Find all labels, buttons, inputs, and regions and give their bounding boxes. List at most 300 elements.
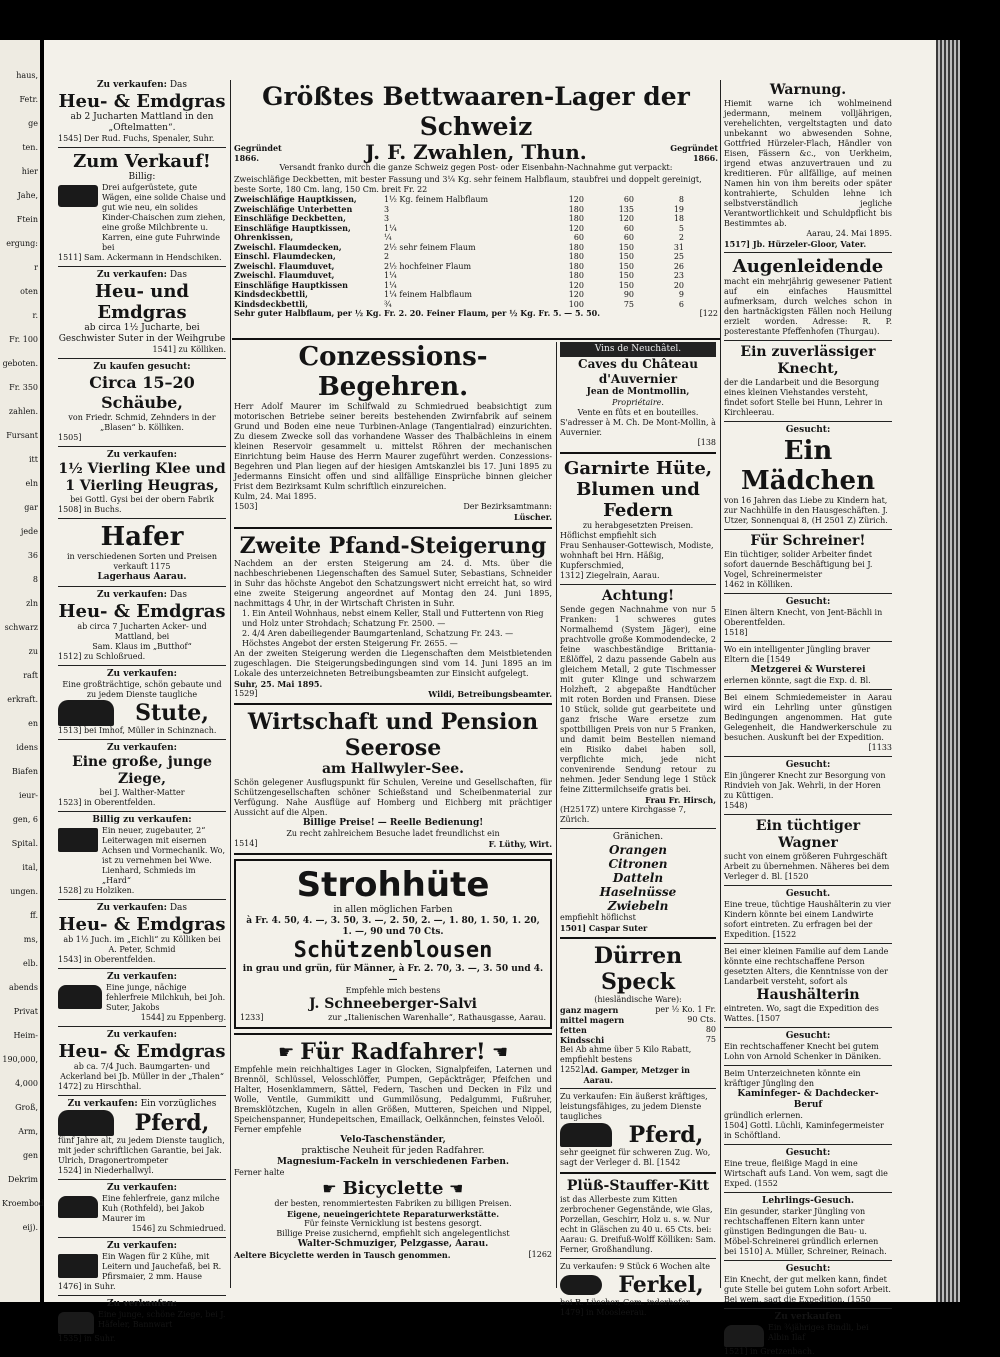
ad-signature: Frau Fr. Hirsch,	[645, 795, 716, 805]
ad-label: Gesucht:	[785, 425, 831, 435]
ad-title: Heu- & Emdgras	[58, 1041, 226, 1062]
ad-date: Suhr, 25. Mai 1895.	[234, 679, 323, 689]
left-strip-line: gen, 6	[12, 815, 38, 824]
ad-title: Hafer	[100, 522, 184, 552]
left-strip-line: ge	[28, 119, 38, 128]
ad-body: eintreten. Wo, sagt die Expedition des Wattes. [1507	[724, 1004, 879, 1023]
ad-number: 1479] in Moosleerau.	[560, 1308, 647, 1317]
left-strip-line: Fursant	[6, 431, 38, 440]
ad-title: Garnirte Hüte, Blumen und Federn	[563, 458, 713, 521]
price-cell: 150	[618, 242, 634, 252]
ad-body: der besten, renommiertesten Fabriken zu billigen Preisen.	[274, 1199, 512, 1208]
ad-footer: Sehr guter Halbflaum, per ½ Kg. Fr. 2. 20. Feiner Flaum, per ½ Kg. Fr. 5. — 5. 50.	[234, 308, 600, 318]
horse-icon	[58, 700, 114, 726]
fruit-item: Orangen	[608, 843, 668, 857]
ad-body: gründlich erlernen.	[724, 1111, 803, 1120]
ad-body: Ein gesunder, starker Jüngling von rechtschaffenen Eltern kann unter günstigen Bedingungen die Bau- u. Möbel-Schreinerei gründlich erlernen bei 1510] A. Müller, Schreiner, Reinach.	[724, 1207, 887, 1256]
left-strip-line: ms,	[23, 935, 38, 944]
speck-row	[560, 1035, 716, 1045]
ad-signature: Wildi, Betreibungsbeamter.	[428, 689, 552, 699]
ad-signature: 1541] zu Kölliken.	[152, 345, 226, 354]
price-cell: 60	[623, 223, 634, 233]
left-strip-line: 4,000	[15, 1079, 38, 1088]
ad-signature: 1312] Ziegelrain, Aarau.	[560, 571, 660, 580]
price-cell: 8	[678, 195, 684, 204]
left-strip-line: Ftein	[16, 215, 38, 224]
left-strip-line: haus,	[16, 71, 38, 80]
price-cell: 1¼ feinem Halbflaum	[384, 290, 472, 299]
ad-label: Zu verkaufen:	[106, 450, 178, 460]
horse-icon	[560, 1123, 612, 1147]
ad-label: Zu verkaufen: Das	[96, 80, 188, 90]
left-strip-line: en	[28, 719, 38, 728]
ad-body: Ein Knecht, der gut melken kann, findet gute Stelle bei gutem Lohn sofort Arbeit. Bei wem, sagt die Expedition. (1550	[724, 1275, 891, 1304]
ad-title: Warnung.	[769, 82, 847, 98]
ad-title: Stute,	[135, 700, 209, 726]
ad-body: Vente en fûts et en bouteilles.	[577, 408, 699, 417]
price-cell: 180	[568, 242, 584, 252]
ad-body: der die Landarbeit und die Besorgung eines kleinen Viehstandes versteht, findet sofort Stelle bei Hunn, Lehrer in Kirchleerau.	[724, 378, 883, 417]
ad-title: Kaminfeger- & Dachdecker-Beruf	[737, 1089, 879, 1110]
ad-body: Ein neuer, zugebauter, 2“ Leiterwagen mit eisernen Achsen und Vormechanik. Wo, ist zu vernehmen bei Wwe. Lienhard, Schmieds im „Hard“	[102, 826, 226, 885]
price-cell: 60	[573, 233, 584, 242]
price-cell: ¼	[384, 233, 392, 242]
ad-title: 1½ Vierling Klee und 1 Vierling Heugras,	[58, 461, 226, 494]
ad-product: Magnesium-Fackeln in verschiedenen Farben.	[276, 1157, 510, 1167]
price-cell: 120	[568, 280, 584, 290]
fruit-item: Haselnüsse	[599, 885, 677, 899]
ad-signature: 1476] in Suhr.	[58, 1282, 116, 1291]
ad-body: ab circa 7 Jucharten Acker- und Mattland, bei	[77, 622, 207, 641]
ad-label: Billig zu verkaufen:	[92, 815, 192, 825]
price-cell: Zweischl. Flaumduvet,	[234, 270, 335, 280]
ad-signature: 1504] Gottl. Lüchli, Kaminfegermeister in Schöftland.	[724, 1121, 884, 1140]
price-cell: 120	[568, 290, 584, 299]
ad-number: 1518]	[724, 628, 748, 637]
ad-body: Ein jüngerer Knecht zur Besorgung von Rindvieh von Jak. Wehrli, in der Horen zu Küttigen.	[724, 771, 886, 800]
price-cell: 180	[568, 204, 584, 214]
ad-title: Größtes Bettwaaren-Lager der Schweiz	[262, 82, 690, 141]
left-strip-line: elb.	[23, 959, 38, 968]
fruit-item: Citronen	[608, 857, 668, 871]
ad-signature: 1512] zu Schloßrued.	[58, 652, 146, 661]
price-cell: 3	[384, 204, 390, 214]
pointing-hand-icon: ☛	[491, 1041, 508, 1063]
speck-cell: mittel magern	[560, 1015, 625, 1025]
ad-body: Empfehle mein reichhaltiges Lager in Glocken, Signalpfeifen, Laternen und Brennöl, Schlüssel, Velosschlöffer, Pumpen, Gepäckträger, Pfeifchen und Halter, Hosenklammern, Sättel, Federn, Taschen und Decken in Filz und Wolle, Ventile, Gummikitt und Gummilösung, Pedalgummi, Fußruher, Bremsklötzchen, Kugeln in allen Größen, Mutteren, Speichen und Nippel, Speichenspanner, Hundepeitschen, Emaillack, Oelkännchen, feinstes Veloöl.	[234, 1065, 552, 1124]
ad-label: Gesucht:	[785, 597, 831, 607]
ad-label: Gesucht.	[785, 889, 831, 899]
ad-body: Wo ein intelligenter Jüngling braver Eltern die [1549	[724, 645, 871, 664]
speck-cell: 80	[705, 1025, 716, 1034]
ad-item: 2. 4/4 Aren dabeiliegender Baumgartenland, Schatzung Fr. 243. — Höchstes Angebot der ersten Steigerung Fr. 2655. —	[242, 629, 514, 648]
column-2	[234, 342, 552, 1260]
ad-signature: 1513] bei Imhof, Müller in Schinznach.	[58, 726, 217, 735]
ad-body: Eine großträchtige, schön gebaute und zu jedem Dienste taugliche	[62, 680, 222, 699]
price-cell: 5	[678, 223, 684, 233]
ad-title: Heu- & Emdgras	[58, 914, 226, 935]
ad-body: macht ein mehrjährig gewesener Patient auf ein einfaches Hausmittel aufmerksam, durch welches schon in den hartnäckigsten Fällen noch Heilung erzielt worden. Adresse: R. P. posterestante Pfeffenhofen (Thurgau).	[724, 277, 892, 336]
ad-label: Zu verkaufen: Das	[96, 903, 188, 913]
ad-label: Gesucht:	[785, 1264, 831, 1274]
column-1	[58, 80, 226, 1344]
speck-cell: per ½ Ko. 1 Fr.	[655, 1005, 716, 1014]
pointing-hand-icon: ☛	[449, 1179, 464, 1198]
ad-label: Gesucht:	[785, 760, 831, 770]
price-cell: 150	[618, 252, 634, 261]
ad-body: Frau Senhauser-Gottewisch, Modiste, wohnhaft bei Hrn. Häßig, Kupferschmied,	[560, 541, 714, 570]
left-strip-line: schwarz	[4, 623, 38, 632]
ad-body: Ein ¾jähriges Rindli, bei Albin Ilaf	[768, 1323, 869, 1342]
firm-name: J. F. Zwahlen, Thun.	[365, 140, 587, 164]
price-cell: 180	[568, 214, 584, 223]
ad-item: 1. Ein Anteil Wohnhaus, nebst einem Keller, Stall und Futtertenn von Rieg und Holz unter Strohdach; Schatzung Fr. 2500. —	[242, 609, 544, 628]
price-cell: 9	[678, 290, 684, 299]
price-cell: 23	[673, 271, 684, 280]
left-strip-line: Spital.	[11, 839, 38, 848]
ad-number: 1521] in Gretzenbach.	[724, 1347, 815, 1356]
ad-signature: 1523] in Oberentfelden.	[58, 798, 156, 807]
price-row	[234, 224, 718, 234]
ad-title: Augenleidende	[732, 256, 884, 277]
ad-signature: 1535] in Suhr.	[58, 1334, 116, 1343]
ad-date: Aarau, 24. Mai 1895.	[806, 229, 892, 238]
price-cell: 19	[673, 204, 684, 214]
ad-body: Eine treue, fleißige Magd in eine Wirtschaft aufs Land. Von wem, sagt die Exped. (1552	[724, 1159, 888, 1188]
ad-label: Zu verkaufen: Das	[96, 270, 188, 280]
founded-right: Gegründet 1866.	[670, 142, 718, 163]
left-strip-line: gen	[22, 1151, 38, 1160]
ad-body: von 16 Jahren das Liebe zu Kindern hat, zur Nachhülfe in den Hausgeschäften. J. Utzer, Sonnenquai 8, (H 2501 Z) Zürich.	[724, 496, 888, 525]
ad-sub: in allen möglichen Farben	[333, 905, 453, 915]
ad-signature: Lagerhaus Aarau.	[97, 572, 187, 582]
left-strip-line: 36	[27, 551, 38, 560]
ad-label: Zu verkaufen:	[106, 1241, 178, 1251]
ad-number: 1252]	[560, 1065, 584, 1074]
ad-signature: F. Lüthy, Wirt.	[488, 839, 552, 849]
ad-subtitle: am Hallwyler-See.	[321, 761, 465, 777]
price-cell: 90	[623, 290, 634, 299]
ad-label: Zu verkaufen:	[106, 669, 178, 679]
left-strip-line: raft	[23, 671, 38, 680]
ad-body: ab circa 1½ Jucharte, bei Geschwister Suter in der Weihgrube	[58, 323, 226, 344]
left-strip-line: 8	[32, 575, 38, 584]
price-cell: 150	[618, 271, 634, 280]
ad-title: Ferkel,	[618, 1272, 704, 1298]
ad-body: sucht von einem größeren Fuhrgeschäft Arbeit zu übernehmen. Näheres bei dem Verleger d. Bl. [1520	[724, 852, 890, 881]
ad-label: Zu kaufen gesucht:	[93, 362, 191, 372]
ad-body: zu herabgesetzten Preisen.	[582, 521, 694, 530]
cow-icon	[58, 985, 102, 1009]
ad-body: Ein rechtschaffener Knecht bei gutem Lohn von Arnold Schenker in Däniken.	[724, 1042, 882, 1061]
ad-number: 1462 in Kölliken.	[724, 580, 793, 589]
ad-place: Gränichen.	[612, 832, 664, 842]
ad-product: praktische Neuheit für jeden Radfahrer.	[301, 1146, 485, 1156]
column-3	[560, 342, 716, 1318]
ad-body: Zu recht zahlreichem Besuche ladet freundlichst ein	[286, 829, 500, 838]
ad-body: Bei Ab ahme über 5 Kilo Rabatt, empfiehlt bestens	[560, 1045, 692, 1064]
left-strip-line: 190,000,	[2, 1055, 38, 1064]
ad-body: Bei einem Schmiedemeister in Aarau wird ein Lehrling unter günstigen Bedingungen angenommen. Hat gute Gelegenheit, die Handwerkerschule zu besuchen. Auskunft bei der Expedition.	[724, 693, 892, 742]
ad-title: Haushälterin	[756, 987, 860, 1003]
ad-signature: 1545] Der Rud. Fuchs, Spenaler, Suhr.	[58, 134, 215, 143]
ad-number: (H2517Z) untere Kirchgasse 7, Zürich.	[560, 805, 687, 824]
speck-row	[560, 1005, 716, 1015]
ad-signature: 1546] zu Schmiedrued.	[131, 1224, 226, 1233]
ad-title: Dürren Speck	[593, 943, 683, 995]
ad-number: 1503]	[234, 502, 258, 511]
left-strip-line: eij).	[22, 1223, 38, 1232]
carriage-icon	[58, 185, 98, 207]
left-strip-line: erkraft.	[7, 695, 38, 704]
price-cell: 75	[623, 299, 634, 309]
price-cell: 31	[673, 242, 684, 252]
column-4	[724, 82, 892, 1357]
left-strip-line: Fr. 350	[9, 383, 38, 392]
speck-row	[560, 1025, 716, 1035]
speck-price-list	[560, 1005, 716, 1045]
horse-icon	[58, 1110, 114, 1136]
left-strip-line: Fetr.	[19, 95, 38, 104]
ad-number: 1514]	[234, 839, 258, 848]
price-cell: 100	[568, 299, 584, 309]
price-cell: 25	[673, 252, 684, 261]
price-cell: 180	[568, 252, 584, 261]
ad-body: Für feinste Vernicklung ist bestens gesorgt.	[304, 1219, 482, 1228]
price-cell: 1½ Kg. feinem Halbflaum	[384, 195, 489, 204]
ad-title: Schützenblousen	[293, 938, 493, 963]
ad-body: erlernen könnte, sagt die Exp. d. Bl.	[724, 676, 871, 685]
ad-title: Ein Mädchen	[741, 436, 875, 496]
price-cell: 3	[384, 214, 390, 223]
ad-signature: 1472] zu Hirschthal.	[58, 1082, 142, 1091]
ad-body: Billige Preise zusichernd, empfiehlt sich angelegentlichst	[276, 1229, 510, 1238]
ad-number: [1133	[868, 743, 892, 752]
left-strip-line: geboten.	[2, 359, 38, 368]
ad-body: Zu verkaufen: 9 Stück 6 Wochen alte	[560, 1262, 711, 1271]
left-strip-line: Fr. 100	[9, 335, 38, 344]
price-cell: 150	[618, 261, 634, 271]
ad-title: Zum Verkauf!	[73, 151, 211, 172]
price-cell: Einschläfige Deckbetten,	[234, 213, 346, 223]
ad-signature: 1508] in Buchs.	[58, 505, 122, 514]
ad-body: Aarau: G. Dreifuß-Wolff Kölliken: Sam. Ferner, Großhandlung.	[560, 1235, 716, 1254]
price-cell: Ohrenkissen,	[234, 232, 294, 242]
speck-cell: fetten	[560, 1025, 587, 1035]
ad-signature: 1524] in Niederhallwyl.	[58, 1166, 154, 1175]
ad-body: Beim Unterzeichneten könnte ein kräftiger Jüngling den	[724, 1069, 861, 1088]
firm-name: J. Schneeberger-Salvi	[309, 996, 477, 1012]
straw-hat-ad	[234, 859, 552, 1029]
ad-body: ist das Allerbeste zum Kitten zerbrochener Gegenstände, wie Glas, Porzellan, Geschirr, Holz u. s. w. Nur echt in Gläschen zu 40 u. 65 Cts. bei:	[560, 1195, 713, 1234]
left-strip-line: Kroembod	[2, 1199, 44, 1208]
ad-signature: 1501] Caspar Suter	[560, 923, 648, 933]
ad-number: 1529]	[234, 689, 258, 698]
ad-label: Zu verkaufen:	[106, 1030, 178, 1040]
ad-signature: Sam. Klaus im „Butthof“	[92, 642, 192, 651]
ad-body: ab 2 Jucharten Mattland in den „Oftelmatten“.	[70, 112, 214, 133]
ad-body: fünf Jahre alt, zu jedem Dienste tauglich, mit jeder schriftlichen Garantie, bei Jak. Ulrich, Dragonertrompeter	[58, 1136, 225, 1165]
price-cell: Zweischl. Flaumdecken,	[234, 241, 342, 252]
left-strip-line: ieur-	[19, 791, 38, 800]
price-table	[234, 195, 718, 309]
pointing-hand-icon: ☛	[278, 1041, 295, 1063]
ad-body: Zu verkaufen: Ein äußerst kräftiges, leistungsfähiges, zu jedem Dienste taugliches	[560, 1092, 708, 1121]
ad-body: ab ca. 7/4 Juch. Baumgarten- und Ackerland bei Jb. Müller in der „Thalen“	[60, 1062, 224, 1081]
ad-title: Pferd,	[134, 1110, 210, 1136]
ad-label: Gesucht:	[785, 1148, 831, 1158]
price-cell: 6	[678, 299, 684, 309]
left-strip-line: ff.	[30, 911, 38, 920]
ad-footer: Aeltere Bicyclette werden in Tausch genommen.	[234, 1250, 451, 1260]
ad-title: Heu- und Emdgras	[94, 281, 190, 323]
ad-body: An der zweiten Steigerung werden die Liegenschaften dem Meistbietenden zugeschlagen. Die Steigerungsbedingungen sind vom 14. Juni 1895 an im Lokale des unterzeichneten Betreibungsbeamten zur Einsicht aufgelegt.	[234, 649, 552, 678]
ad-address: S'adresser à M. Ch. De Mont-Mollin, à Auvernier.	[560, 418, 716, 437]
ad-body: Einen ältern Knecht, von Jent-Bächli in Oberentfelden.	[724, 608, 883, 627]
left-strip-line: Jahe,	[17, 191, 38, 200]
ad-body: Höflichst empfiehlt sich	[560, 531, 657, 540]
left-strip-line: ital,	[22, 863, 38, 872]
ad-title: Circa 15–20 Schäube,	[89, 373, 195, 412]
left-page-strip	[0, 40, 44, 1302]
ad-sub: Billig:	[128, 172, 156, 182]
price-cell: ¾	[384, 299, 392, 309]
left-strip-line: ten.	[22, 143, 38, 152]
left-strip-line: hier	[21, 167, 38, 176]
ad-body: Nachdem an der ersten Steigerung am 24. d. Mts. über die nachbeschriebenen Liegenschaften des Samuel Suter, Sebastians, Schneider in Suhr das höchste Angebot den Schatzungswert nicht erreicht hat, so wird eine zweite Steigerung angeordnet auf Montag den 24. Juni 1895, nachmittags 4 Uhr, in der Wirtschaft Christen in Suhr.	[234, 559, 552, 608]
ad-number: 1233]	[240, 1013, 264, 1022]
ad-label: Zu verkaufen	[774, 1312, 842, 1322]
price-cell: 120	[568, 195, 584, 204]
ad-title: Vins de Neuchâtel.	[594, 344, 682, 354]
ad-body: Eigene, neueingerichtete Reparaturwerkstätte.	[287, 1209, 499, 1219]
ad-signature: 1511] Sam. Ackermann in Hendschiken.	[58, 253, 222, 262]
price-cell: 60	[623, 233, 634, 242]
goat-icon	[58, 1312, 94, 1334]
ad-intro: Zweischläfige Deckbetten, mit bester Fassung und 3¼ Kg. sehr feinem Halbflaum, staubfrei und doppelt gereinigt, beste Sorte, 180 Cm. lang, 150 Cm. breit Fr. 22	[234, 175, 702, 194]
ad-body: Ferner halte	[234, 1168, 285, 1177]
book-edge	[936, 40, 960, 1302]
price-cell: Zweischläfige Hauptkissen,	[234, 194, 357, 204]
price-cell: Kindsdeckbettli,	[234, 298, 308, 309]
ad-signature: 1505]	[58, 433, 82, 442]
ad-number: [1262	[528, 1250, 552, 1259]
ad-body: in verschiedenen Sorten und Preisen verkauft 1175	[66, 552, 218, 571]
left-strip-line: r	[34, 263, 38, 272]
ad-owner: Propriétaire.	[612, 398, 664, 407]
ad-label: Zu verkaufen: Ein vorzügliches	[67, 1099, 217, 1109]
newspaper-page	[44, 40, 940, 1356]
price-cell: Einschl. Flaumdecken,	[234, 251, 336, 261]
ad-label: Gesucht:	[785, 1031, 831, 1041]
price-cell: 180	[568, 271, 584, 280]
price-cell: 120	[618, 214, 634, 223]
bedding-ad	[234, 82, 718, 319]
price-cell: 18	[673, 214, 684, 223]
ad-sub: (hiesländische Ware):	[594, 995, 682, 1004]
ad-prices: à Fr. 4. 50, 4. —, 3. 50, 3. —, 2. 50, 2. —, 1. 80, 1. 50, 1. 20, 1. —, 90 und 70 Cts.	[246, 916, 540, 937]
ad-title: Zweite Pfand-Steigerung	[239, 533, 547, 559]
left-strip-line: ungen.	[10, 887, 38, 896]
price-cell: Einschläfige Hauptkissen	[234, 279, 348, 290]
price-cell: 2½ hochfeiner Flaum	[384, 261, 472, 271]
ad-title: Eine große, junge Ziege,	[72, 754, 212, 787]
price-cell: 26	[673, 261, 684, 271]
ad-sub: Versandt franko durch die ganze Schweiz gegen Post- oder Eisenbahn-Nachnahme gut verpackt:	[279, 163, 673, 172]
price-cell: 60	[623, 195, 634, 204]
ad-body: Hiemit warne ich wohlmeinend jedermann, meinem volljährigen, verehelichten, vergeltstagten und dato unbekannt wo abwesenden Sohne, Gottfried Hürzeler-Flach, Händler von Eisen, Fässern &c., von Uerkheim, irgend etwas anzuvertrauen und zu kreditieren. Für allfällige, auf meinen Namen hin von ihm bereits oder später kontrahierte, Schulden lehne ich selbstverständlich jegliche Verantwortlichkeit und Schuldpflicht bis Bestimmtes ab.	[724, 99, 892, 228]
pig-icon	[560, 1275, 602, 1295]
price-cell: Zweischläfige Unterbetten	[234, 203, 353, 214]
ad-title: Ein zuverlässiger Knecht,	[740, 344, 876, 377]
ad-body: Eine junge, schöne Ziege, bei J. Häfeler, Bannwart	[98, 1310, 226, 1329]
price-cell: Zweischl. Flaumduvet,	[234, 260, 335, 271]
left-strip-line: abends	[8, 983, 38, 992]
ad-title: Heu- & Emdgras	[58, 601, 226, 622]
ad-body: Bei einer kleinen Familie auf dem Lande könnte eine rechtschaffene Person gesetzten Alters, die Kenntnisse von der Landarbeit versteht, sofort als	[724, 947, 889, 986]
ad-body: bei R. Lüscher, Gem. inderhofer	[560, 1298, 690, 1307]
ad-signature: Lüscher.	[514, 512, 552, 522]
ad-date: Kulm, 24. Mai 1895.	[234, 492, 317, 501]
ad-title: Caves du Château d'Auvernier	[578, 357, 698, 386]
ad-body: Empfehle mich bestens	[345, 986, 441, 995]
left-strip-line: Groß,	[15, 1103, 38, 1112]
ad-signature: 1543] in Oberentfelden.	[58, 955, 156, 964]
ad-title: Metzgerei & Wursterei	[750, 665, 866, 675]
price-cell: Kindsdeckbettli,	[234, 289, 308, 299]
left-strip-line: Biafen	[11, 767, 38, 776]
ad-title: Für Radfahrer!	[300, 1039, 486, 1065]
fruit-item: Zwiebeln	[607, 899, 669, 913]
wagon-icon	[58, 828, 98, 852]
ad-title: Heu- & Emdgras	[58, 91, 226, 112]
fruit-list	[560, 843, 716, 913]
left-strip-line: Heim-	[13, 1031, 38, 1040]
ad-title: Conzessions-Begehren.	[298, 342, 488, 402]
ad-signature: 1544] zu Eppenberg.	[140, 1013, 226, 1022]
cow-icon	[58, 1196, 98, 1218]
ad-body: sehr geeignet für schweren Zug. Wo, sagt der Verleger d. Bl. [1542	[560, 1148, 711, 1167]
cow-icon	[724, 1325, 764, 1347]
ad-number: 1548)	[724, 801, 748, 810]
ad-signature: 1517] Jb. Hürzeler-Gloor, Vater.	[724, 239, 867, 249]
left-strip-text	[2, 70, 44, 1246]
ad-body: ab 1½ Juch. im „Eichli“ zu Kölliken bei A. Peter, Schmid	[63, 935, 221, 954]
left-strip-line: oten	[20, 287, 38, 296]
ad-title: Wirtschaft und Pension Seerose	[247, 709, 539, 761]
ad-label: Zu verkaufen: Das	[96, 590, 188, 600]
ad-body: bei Gottl. Gysi bei der obern Fabrik	[70, 495, 214, 504]
left-strip-line: ergung:	[6, 239, 38, 248]
ad-title: Strohhüte	[296, 865, 490, 905]
ad-title: Lehrlings-Gesuch.	[762, 1196, 854, 1206]
ad-label: Zu verkaufen:	[106, 743, 178, 753]
ad-label: Zu verkaufen:	[106, 1299, 178, 1309]
ad-body: Herr Adolf Maurer im Schilfwald zu Schmiedrued beabsichtigt zum motorischen Betriebe seiner bereits bestehenden Zwirnfabrik auf seinem Grund und Boden eine neue Turbinen-Anlage (Tangentialrad) einzurichten. Zu diesem Zwecke soll das vorhandene Wasser des Thalbächleins in einem kleinen Reservoir gesammelt u. mittelst Röhren der mechanischen Einrichtung beim Hause des Herrn Maurer zugeführt werden. Conzessions-Begehren und Plan liegen auf der hiesigen Amtskanzlei bis 17. Juni 1895 zu Jedermanns Einsicht offen und sind allfällige Einsprüche binnen gleicher Frist dem Bezirksamt Kulm schriftlich einzureichen.	[234, 402, 552, 491]
left-strip-line: r.	[32, 311, 38, 320]
left-strip-line: Arm,	[18, 1127, 38, 1136]
ad-signature: Der Bezirksamtmann:	[463, 502, 552, 511]
price-cell: 180	[568, 261, 584, 271]
ad-body: Eine fehlerfreie, ganz milche Kuh (Rothfeld), bei Jakob Maurer im	[102, 1194, 220, 1223]
ad-prices: in grau und grün, für Männer, à Fr. 2. 70, 3. —, 3. 50 und 4. —	[242, 964, 544, 985]
price-cell: 2	[384, 252, 390, 261]
firm-name: Walter-Schmuziger, Pelzgasse, Aarau.	[297, 1239, 489, 1249]
left-strip-line: zu	[28, 647, 38, 656]
ad-owner: Jean de Montmollin,	[586, 387, 690, 397]
ad-title: Für Schreiner!	[750, 533, 866, 549]
ad-title: Achtung!	[601, 588, 675, 604]
